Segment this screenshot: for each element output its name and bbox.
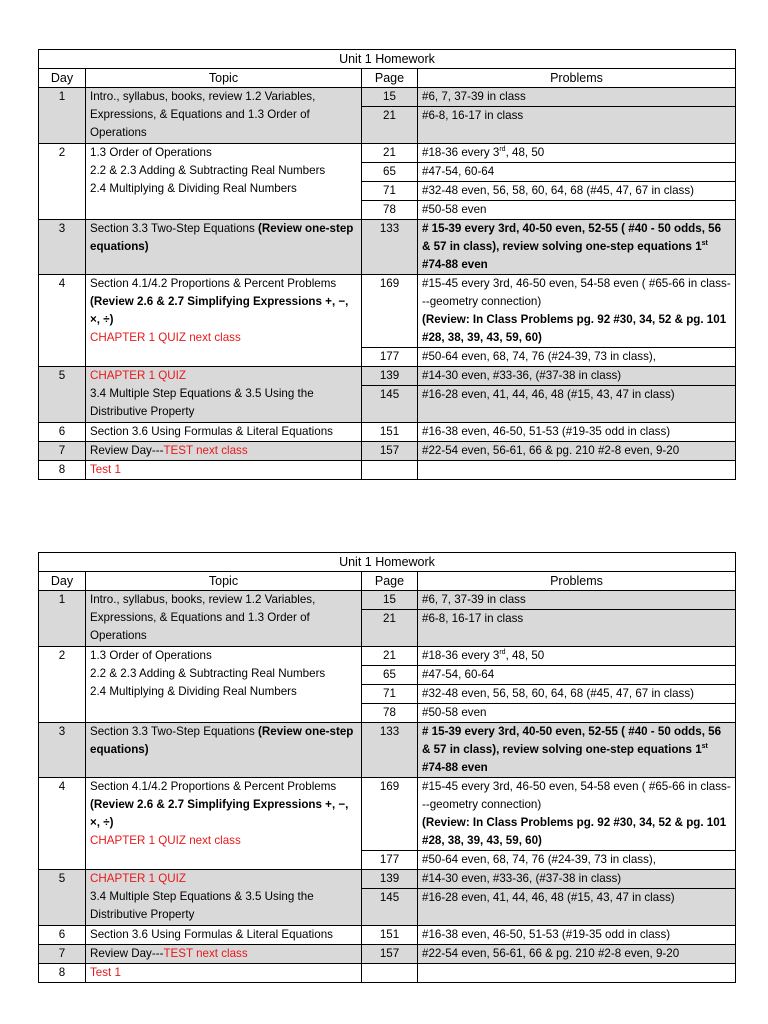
page-cell: 15 <box>362 591 418 610</box>
table-row <box>39 723 736 778</box>
topic-cell: Intro., syllabus, books, review 1.2 Variables, Expressions, & Equations and 1.3 Order of Operations <box>86 591 362 647</box>
topic-cell: Section 3.6 Using Formulas & Literal Equations <box>86 423 362 442</box>
table-row <box>39 275 736 348</box>
topic-line: 2.4 Multiplying & Dividing Real Numbers <box>90 182 297 195</box>
topic-line: 2.2 & 2.3 Adding & Subtracting Real Numbers <box>90 667 326 680</box>
page-cell: 133 <box>362 220 418 275</box>
page-cell: 169 <box>362 275 418 348</box>
quiz-notice: CHAPTER 1 QUIZ <box>90 872 186 885</box>
day-cell: 6 <box>39 423 86 442</box>
topic-line: 1.3 Order of Operations <box>90 649 212 662</box>
problems-cell: #14-30 even, #33-36, (#37-38 in class) <box>418 870 736 889</box>
topic-review-text: (Review one-step equations) <box>90 725 354 756</box>
day-cell: 6 <box>39 926 86 945</box>
day-cell: 8 <box>39 461 86 480</box>
page-cell: 139 <box>362 367 418 386</box>
header-topic: Topic <box>86 69 362 88</box>
problems-cell: #22-54 even, 56-61, 66 & pg. 210 #2-8 even, 9-20 <box>418 442 736 461</box>
quiz-notice: CHAPTER 1 QUIZ next class <box>90 331 241 344</box>
header-page: Page <box>362 572 418 591</box>
topic-text: 3.4 Multiple Step Equations & 3.5 Using the Distributive Property <box>90 387 314 418</box>
topic-text: Section 4.1/4.2 Proportions & Percent Problems <box>90 277 337 290</box>
day-cell: 3 <box>39 220 86 275</box>
header-problems: Problems <box>418 572 736 591</box>
page-cell: 177 <box>362 851 418 870</box>
page-cell: 78 <box>362 201 418 220</box>
problems-cell: #6-8, 16-17 in class <box>418 107 736 144</box>
quiz-notice: CHAPTER 1 QUIZ next class <box>90 834 241 847</box>
day-cell: 4 <box>39 778 86 870</box>
table-row <box>39 591 736 610</box>
homework-table-2 <box>38 552 736 983</box>
problems-cell: #14-30 even, #33-36, (#37-38 in class) <box>418 367 736 386</box>
superscript: rd <box>499 146 506 154</box>
topic-cell: Intro., syllabus, books, review 1.2 Variables, Expressions, & Equations and 1.3 Order of Operations <box>86 88 362 144</box>
table-row <box>39 144 736 163</box>
test-notice: TEST next class <box>163 444 248 457</box>
day-cell: 8 <box>39 964 86 983</box>
day-cell: 7 <box>39 442 86 461</box>
page-cell: 145 <box>362 386 418 423</box>
day-cell: 1 <box>39 88 86 144</box>
topic-cell <box>86 220 362 275</box>
day-cell: 1 <box>39 591 86 647</box>
page-cell: 65 <box>362 666 418 685</box>
topic-review-text: (Review one-step equations) <box>90 222 354 253</box>
page-cell: 78 <box>362 704 418 723</box>
table-row <box>39 964 736 983</box>
problems-cell <box>418 220 736 275</box>
table-row <box>39 647 736 666</box>
page-cell: 71 <box>362 685 418 704</box>
problems-cell: #50-58 even <box>418 201 736 220</box>
topic-cell <box>86 144 362 220</box>
topic-cell <box>86 778 362 870</box>
problems-cell: #16-28 even, 41, 44, 46, 48 (#15, 43, 47 in class) <box>418 386 736 423</box>
problems-text: , 48, 50 <box>505 146 545 159</box>
problems-text: #15-45 every 3rd, 46-50 even, 54-58 even ( #65-66 in class---geometry connection) <box>422 780 731 811</box>
day-cell: 4 <box>39 275 86 367</box>
page-cell: 71 <box>362 182 418 201</box>
topic-cell <box>86 442 362 461</box>
topic-line: 1.3 Order of Operations <box>90 146 212 159</box>
day-cell: 5 <box>39 367 86 423</box>
page-cell: 151 <box>362 423 418 442</box>
topic-text: Review Day--- <box>90 947 164 960</box>
problems-text: #74-88 even <box>422 258 488 271</box>
superscript: st <box>701 743 708 751</box>
topic-cell: Test 1 <box>86 964 362 983</box>
day-cell: 2 <box>39 144 86 220</box>
page-cell: 21 <box>362 647 418 666</box>
problems-cell: #6-8, 16-17 in class <box>418 610 736 647</box>
table-row <box>39 423 736 442</box>
superscript: st <box>701 240 708 248</box>
problems-cell <box>418 647 736 666</box>
problems-text: 1 <box>695 240 702 253</box>
problems-text: , 48, 50 <box>505 649 545 662</box>
day-cell: 7 <box>39 945 86 964</box>
problems-cell: #22-54 even, 56-61, 66 & pg. 210 #2-8 even, 9-20 <box>418 945 736 964</box>
table-title: Unit 1 Homework <box>39 553 736 572</box>
page-cell: 21 <box>362 107 418 144</box>
topic-cell <box>86 647 362 723</box>
table-row <box>39 926 736 945</box>
topic-review-text: (Review 2.6 & 2.7 Simplifying Expressions +, −, ×, ÷) <box>90 295 349 326</box>
page-cell: 177 <box>362 348 418 367</box>
topic-text: Section 3.3 Two-Step Equations <box>90 725 259 738</box>
test-notice: TEST next class <box>163 947 248 960</box>
topic-cell <box>86 275 362 367</box>
problems-cell: #16-38 even, 46-50, 51-53 (#19-35 odd in class) <box>418 423 736 442</box>
problems-text: #18-36 every 3 <box>422 146 500 159</box>
problems-text: #74-88 even <box>422 761 488 774</box>
page-cell: 139 <box>362 870 418 889</box>
problems-cell: #50-64 even, 68, 74, 76 (#24-39, 73 in class), <box>418 348 736 367</box>
superscript: rd <box>499 649 506 657</box>
problems-cell: #6, 7, 37-39 in class <box>418 591 736 610</box>
topic-cell <box>86 723 362 778</box>
table-row <box>39 461 736 480</box>
problems-text: # 15-39 every 3rd, 40-50 even, 52-55 ( #40 - 50 odds, 56 & 57 in class), review solving one-step equations <box>422 725 722 756</box>
page-cell: 151 <box>362 926 418 945</box>
page-cell: 157 <box>362 945 418 964</box>
day-cell: 2 <box>39 647 86 723</box>
topic-cell: Section 3.6 Using Formulas & Literal Equations <box>86 926 362 945</box>
problems-cell <box>418 778 736 851</box>
header-day: Day <box>39 572 86 591</box>
problems-cell: #50-58 even <box>418 704 736 723</box>
table-row <box>39 88 736 107</box>
header-day: Day <box>39 69 86 88</box>
problems-text: 1 <box>695 743 702 756</box>
problems-cell <box>418 723 736 778</box>
page-cell: 65 <box>362 163 418 182</box>
problems-cell: #50-64 even, 68, 74, 76 (#24-39, 73 in class), <box>418 851 736 870</box>
page-cell: 21 <box>362 610 418 647</box>
problems-cell <box>418 461 736 480</box>
problems-text: #15-45 every 3rd, 46-50 even, 54-58 even ( #65-66 in class---geometry connection) <box>422 277 731 308</box>
page-cell: 157 <box>362 442 418 461</box>
homework-table-1 <box>38 49 736 480</box>
topic-cell <box>86 945 362 964</box>
problems-cell <box>418 964 736 983</box>
table-row <box>39 778 736 851</box>
page-cell: 133 <box>362 723 418 778</box>
header-page: Page <box>362 69 418 88</box>
table-row <box>39 367 736 386</box>
problems-cell: #32-48 even, 56, 58, 60, 64, 68 (#45, 47, 67 in class) <box>418 685 736 704</box>
page-cell: 145 <box>362 889 418 926</box>
topic-cell: Test 1 <box>86 461 362 480</box>
quiz-notice: CHAPTER 1 QUIZ <box>90 369 186 382</box>
problems-cell: #32-48 even, 56, 58, 60, 64, 68 (#45, 47, 67 in class) <box>418 182 736 201</box>
problems-cell: #16-28 even, 41, 44, 46, 48 (#15, 43, 47 in class) <box>418 889 736 926</box>
problems-text: # 15-39 every 3rd, 40-50 even, 52-55 ( #40 - 50 odds, 56 & 57 in class), review solving one-step equations <box>422 222 722 253</box>
table-row <box>39 945 736 964</box>
topic-review-text: (Review 2.6 & 2.7 Simplifying Expressions +, −, ×, ÷) <box>90 798 349 829</box>
page-cell: 21 <box>362 144 418 163</box>
day-cell: 3 <box>39 723 86 778</box>
problems-cell <box>418 275 736 348</box>
problems-cell <box>418 144 736 163</box>
problems-cell: #6, 7, 37-39 in class <box>418 88 736 107</box>
topic-text: Section 3.3 Two-Step Equations <box>90 222 259 235</box>
table-row <box>39 870 736 889</box>
topic-text: 3.4 Multiple Step Equations & 3.5 Using the Distributive Property <box>90 890 314 921</box>
problems-text: #18-36 every 3 <box>422 649 500 662</box>
problems-cell: #47-54, 60-64 <box>418 666 736 685</box>
page-cell: 169 <box>362 778 418 851</box>
topic-line: 2.2 & 2.3 Adding & Subtracting Real Numbers <box>90 164 326 177</box>
topic-text: Review Day--- <box>90 444 164 457</box>
topic-text: Section 4.1/4.2 Proportions & Percent Problems <box>90 780 337 793</box>
topic-line: 2.4 Multiplying & Dividing Real Numbers <box>90 685 297 698</box>
table-title: Unit 1 Homework <box>39 50 736 69</box>
topic-cell <box>86 367 362 423</box>
table-row <box>39 442 736 461</box>
header-topic: Topic <box>86 572 362 591</box>
page-cell <box>362 461 418 480</box>
problems-review-text: (Review: In Class Problems pg. 92 #30, 34, 52 & pg. 101 #28, 38, 39, 43, 59, 60) <box>422 313 727 344</box>
problems-cell: #47-54, 60-64 <box>418 163 736 182</box>
topic-cell <box>86 870 362 926</box>
table-row <box>39 220 736 275</box>
header-problems: Problems <box>418 69 736 88</box>
page-cell <box>362 964 418 983</box>
day-cell: 5 <box>39 870 86 926</box>
problems-cell: #16-38 even, 46-50, 51-53 (#19-35 odd in class) <box>418 926 736 945</box>
page-cell: 15 <box>362 88 418 107</box>
problems-review-text: (Review: In Class Problems pg. 92 #30, 34, 52 & pg. 101 #28, 38, 39, 43, 59, 60) <box>422 816 727 847</box>
